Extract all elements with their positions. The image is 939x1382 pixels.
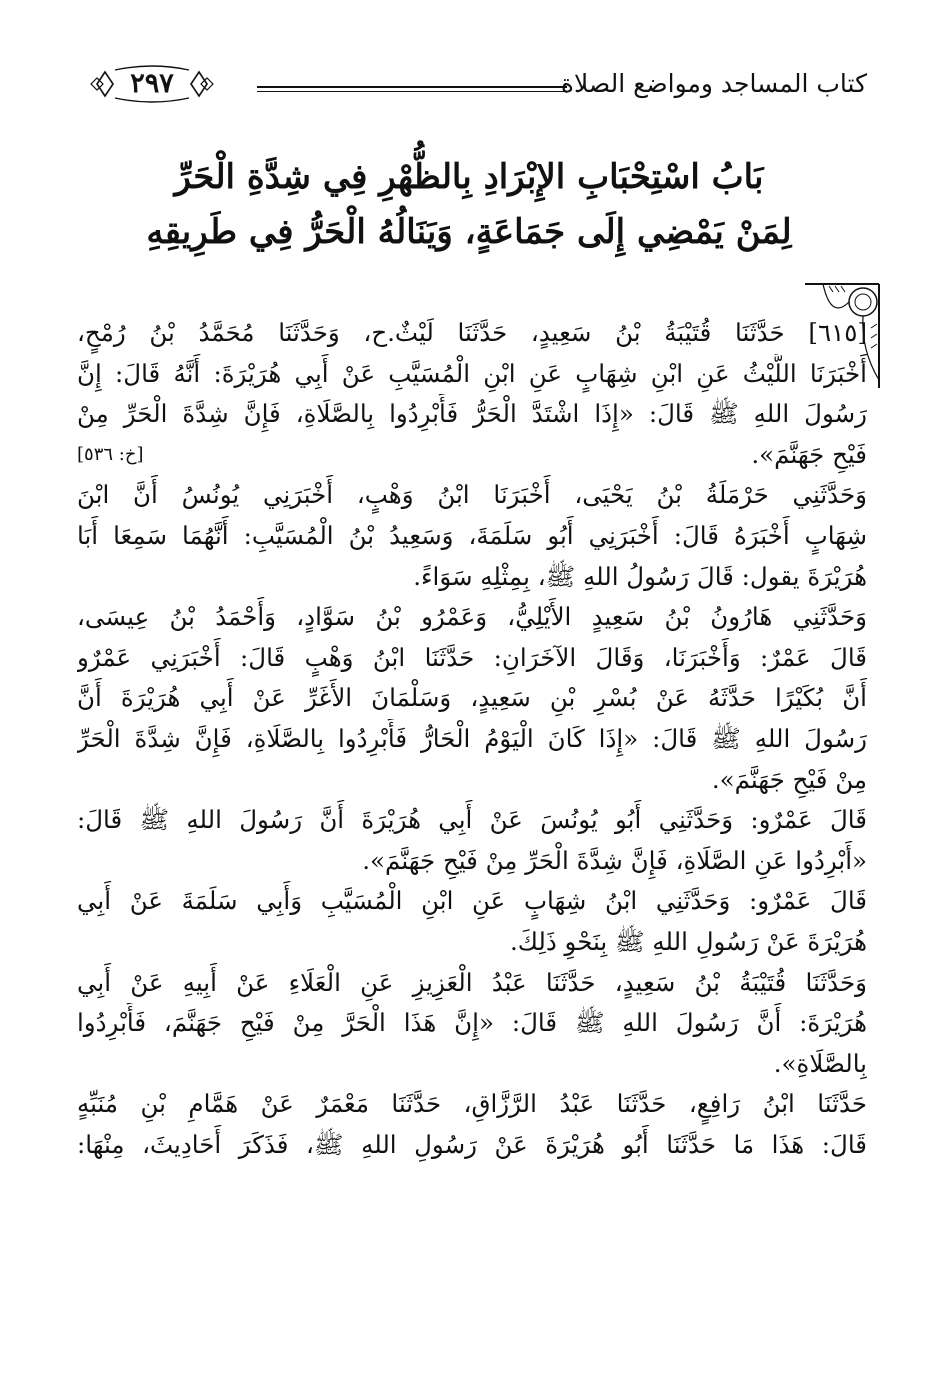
chapter-title-line-1: بَابُ اسْتِحْبَابِ الإِبْرَادِ بِالظُّهْرِ فِي شِدَّةِ الْحَرِّ	[174, 157, 764, 197]
text-line: رَسُولَ اللهِ ﷺ قَالَ: «إِذَا كَانَ الْيَوْمُ الْحَارُّ فَأَبْرِدُوا بِالصَّلَاةِ، فَإِنَّ شِدَّةَ الْحَرِّ	[77, 723, 867, 753]
text-line: «أَبْرِدُوا عَنِ الصَّلَاةِ، فَإِنَّ شِدَّةَ الْحَرِّ مِنْ فَيْحِ جَهَنَّمَ».	[362, 845, 867, 875]
text-line: هُرَيْرَةَ: أَنَّ رَسُولَ اللهِ ﷺ قَالَ: «إِنَّ هَذَا الْحَرَّ مِنْ فَيْحِ جَهَنَّمَ، فَأَبْرِدُوا	[77, 1008, 867, 1038]
text-line: أَنَّ بُكَيْرًا حَدَّثَهُ عَنْ بُسْرِ بْنِ سَعِيدٍ، وَسَلْمَانَ الأَغَرِّ عَنْ أَبِي هُرَيْرَةَ أَنَّ	[77, 683, 867, 713]
text-line: وَحَدَّثَنَا قُتَيْبَةُ بْنُ سَعِيدٍ، حَدَّثَنَا عَبْدُ الْعَزِيزِ عَنِ الْعَلَاءِ عَنْ أَبِيهِ عَنْ أَبِي	[77, 967, 867, 997]
text-line: قَالَ: هَذَا مَا حَدَّثَنَا أَبُو هُرَيْرَةَ عَنْ رَسُولِ اللهِ ﷺ، فَذَكَرَ أَحَادِيثَ، مِنْهَا:	[77, 1129, 867, 1159]
text-line: مِنْ فَيْحِ جَهَنَّمَ».	[711, 764, 867, 794]
text-line: هُرَيْرَةَ عَنْ رَسُولِ اللهِ ﷺ بِنَحْوِ ذَلِكَ.	[509, 926, 867, 956]
text-line: وَحَدَّثَنِي هَارُونُ بْنُ سَعِيدٍ الأَيْلِيُّ، وَعَمْرُو بْنُ سَوَّادٍ، وَأَحْمَدُ بْنُ عِيسَى،	[77, 602, 867, 632]
text-line: [٦١٥] حَدَّثَنَا قُتَيْبَةُ بْنُ سَعِيدٍ، حَدَّثَنَا لَيْثٌ.ح، وَحَدَّثَنَا مُحَمَّدُ بْنُ رُمْحٍ،	[77, 318, 867, 347]
text-line: قَالَ عَمْرٌو: وَحَدَّثَنِي أَبُو يُونُسَ عَنْ أَبِي هُرَيْرَةَ أَنَّ رَسُولَ اللهِ ﷺ قَالَ:	[77, 805, 867, 835]
text-line: هُرَيْرَةَ يقول: قَالَ رَسُولُ اللهِ ﷺ، بِمِثْلِهِ سَوَاءً.	[413, 561, 867, 591]
page-number: ٢٩٧	[130, 68, 174, 99]
text-line: قَالَ عَمْرٌ: وَأَخْبَرَنَا، وَقَالَ الآخَرَانِ: حَدَّثَنَا ابْنُ وَهْبٍ قَالَ: أَخْبَرَنِي عَمْرٌو	[77, 642, 867, 672]
text-line: بِالصَّلَاةِ».	[773, 1048, 867, 1078]
text-line: فَيْحِ جَهَنَّمَ».	[751, 439, 867, 469]
hadith-body	[77, 313, 867, 1165]
chapter-title-line-2: لِمَنْ يَمْضِي إِلَى جَمَاعَةٍ، وَيَنَالُهُ الْحَرُّ فِي طَرِيقِهِ	[146, 212, 792, 252]
text-line: قَالَ عَمْرٌو: وَحَدَّثَنِي ابْنُ شِهَابٍ عَنِ ابْنِ الْمُسَيَّبِ وَأَبِي سَلَمَةَ عَنْ أَبِي	[77, 886, 867, 916]
running-header	[57, 62, 867, 112]
text-line: رَسُولَ اللهِ ﷺ قَالَ: «إِذَا اشْتَدَّ الْحَرُّ فَأَبْرِدُوا بِالصَّلَاةِ، فَإِنَّ شِدَّةَ الْحَرِّ مِنْ	[77, 399, 867, 429]
text-line: وَحَدَّثَنِي حَرْمَلَةُ بْنُ يَحْيَى، أَخْبَرَنَا ابْنُ وَهْبٍ، أَخْبَرَنِي يُونُسُ أَنَّ ابْنَ	[77, 480, 867, 510]
bukhari-reference: [خ: ٥٣٦]	[77, 443, 144, 465]
text-line-with-reference	[77, 435, 867, 476]
header-rule-thin	[257, 91, 567, 92]
text-line: أَخْبَرَنَا اللَّيْثُ عَنِ ابْنِ شِهَابٍ عَنِ ابْنِ الْمُسَيَّبِ عَنْ أَبِي هُرَيْرَةَ: أَنَّهُ قَالَ: إِنَّ	[77, 358, 867, 388]
header-rule	[257, 86, 567, 88]
chapter-heading	[89, 150, 849, 260]
text-line: شِهَابٍ أَخْبَرَهُ قَالَ: أَخْبَرَنِي أَبُو سَلَمَةَ، وَسَعِيدُ بْنُ الْمُسَيَّبِ: أَنَّهُمَا سَمِعَا أَبَا	[77, 520, 867, 550]
book-title: كتاب المساجد ومواضع الصلاة	[560, 69, 867, 98]
text-line: حَدَّثَنَا ابْنُ رَافِعٍ، حَدَّثَنَا عَبْدُ الرَّزَّاقِ، حَدَّثَنَا مَعْمَرٌ عَنْ هَمَّامِ بْنِ مُنَبِّهٍ	[77, 1089, 867, 1119]
